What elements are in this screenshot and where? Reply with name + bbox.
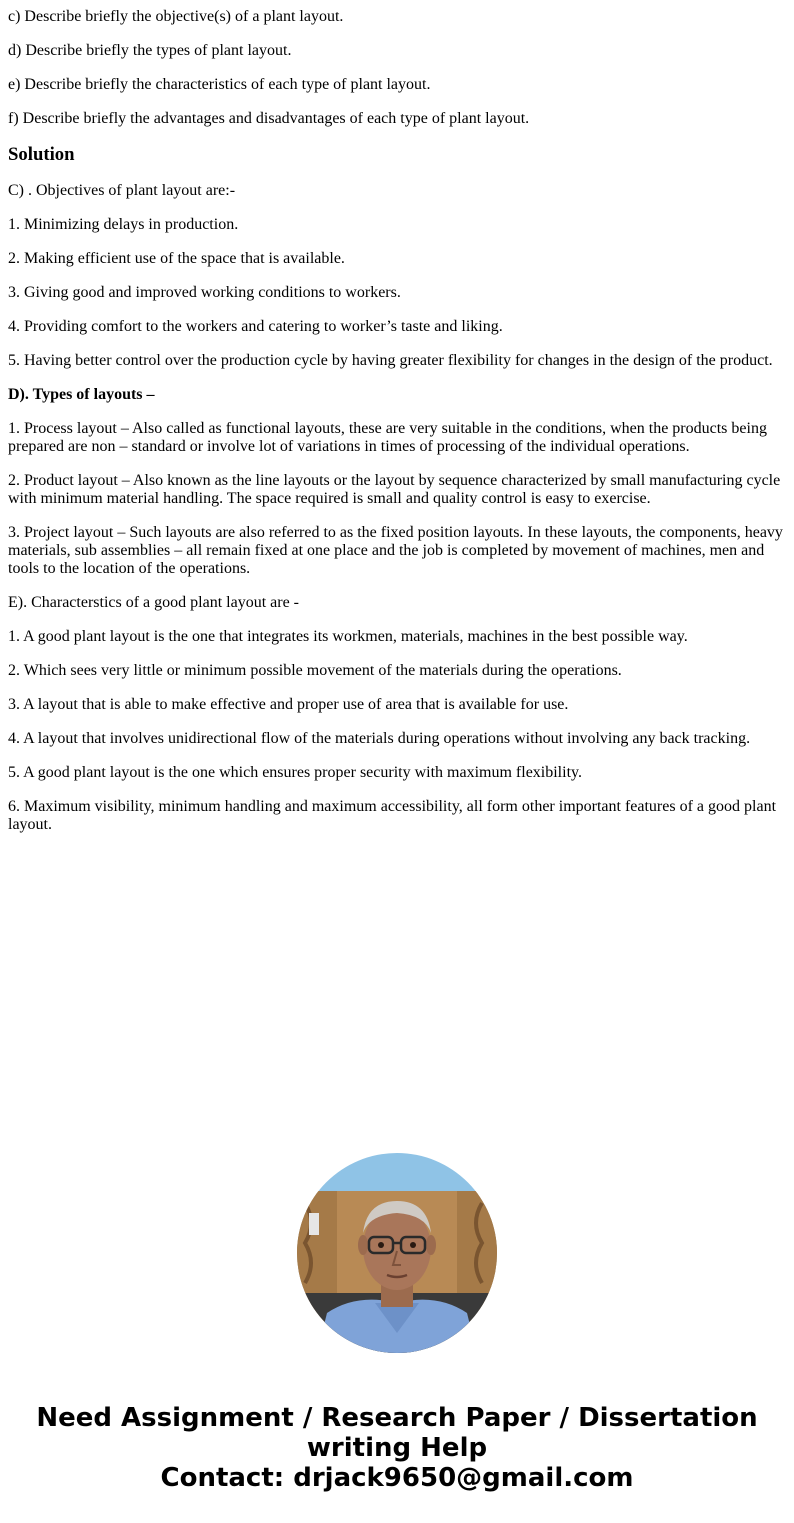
type-item: 1. Process layout – Also called as functional layouts, these are very suitable in the conditions, when the products being prepared are non – standard or involve lot of variations in times of processing of the individual operations.: [8, 420, 767, 455]
objective-item: 2. Making efficient use of the space that is available.: [8, 250, 345, 267]
objective-item: 1. Minimizing delays in production.: [8, 216, 239, 233]
solution-heading: Solution: [8, 144, 75, 165]
characteristic-item: 1. A good plant layout is the one that integrates its workmen, materials, machines in the best possible way.: [8, 628, 688, 645]
characteristic-item: 6. Maximum visibility, minimum handling and maximum accessibility, all form other important features of a good plant layout.: [8, 798, 777, 833]
question-c: c) Describe briefly the objective(s) of a plant layout.: [8, 8, 344, 25]
contact-banner: [0, 1403, 794, 1493]
characteristic-item: 4. A layout that involves unidirectional flow of the materials during operations without involving any back tracking.: [8, 730, 751, 747]
banner-line-1: Need Assignment / Research Paper / Dissertation: [36, 1403, 758, 1433]
question-e: e) Describe briefly the characteristics of each type of plant layout.: [8, 76, 431, 93]
objective-item: 4. Providing comfort to the workers and catering to worker’s taste and liking.: [8, 318, 503, 335]
type-item: 3. Project layout – Such layouts are also referred to as the fixed position layouts. In these layouts, the components, heavy materials, sub assemblies – all remain fixed at one place and the job is completed by movement of machines, men and tools to the location of the operations.: [8, 524, 783, 577]
type-item: 2. Product layout – Also known as the line layouts or the layout by sequence characterized by small manufacturing cycle with minimum material handling. The space required is small and quality control is easy to exercise.: [8, 472, 781, 507]
objective-item: 5. Having better control over the production cycle by having greater flexibility for changes in the design of the product.: [8, 352, 773, 369]
question-f: f) Describe briefly the advantages and disadvantages of each type of plant layout.: [8, 110, 530, 127]
objective-item: 3. Giving good and improved working conditions to workers.: [8, 284, 401, 301]
characteristic-item: 2. Which sees very little or minimum possible movement of the materials during the operations.: [8, 662, 622, 679]
question-d: d) Describe briefly the types of plant layout.: [8, 42, 292, 59]
document-body: [8, 8, 786, 850]
author-photo: [297, 1153, 497, 1353]
objectives-heading: C) . Objectives of plant layout are:-: [8, 182, 236, 199]
characteristic-item: 5. A good plant layout is the one which ensures proper security with maximum flexibility.: [8, 764, 582, 781]
banner-contact-line: Contact: drjack9650@gmail.com: [160, 1463, 634, 1493]
characteristics-heading: E). Characterstics of a good plant layout are -: [8, 594, 299, 611]
banner-line-2: writing Help: [306, 1433, 488, 1463]
types-heading: D). Types of layouts –: [8, 386, 155, 403]
characteristic-item: 3. A layout that is able to make effective and proper use of area that is available for use.: [8, 696, 569, 713]
